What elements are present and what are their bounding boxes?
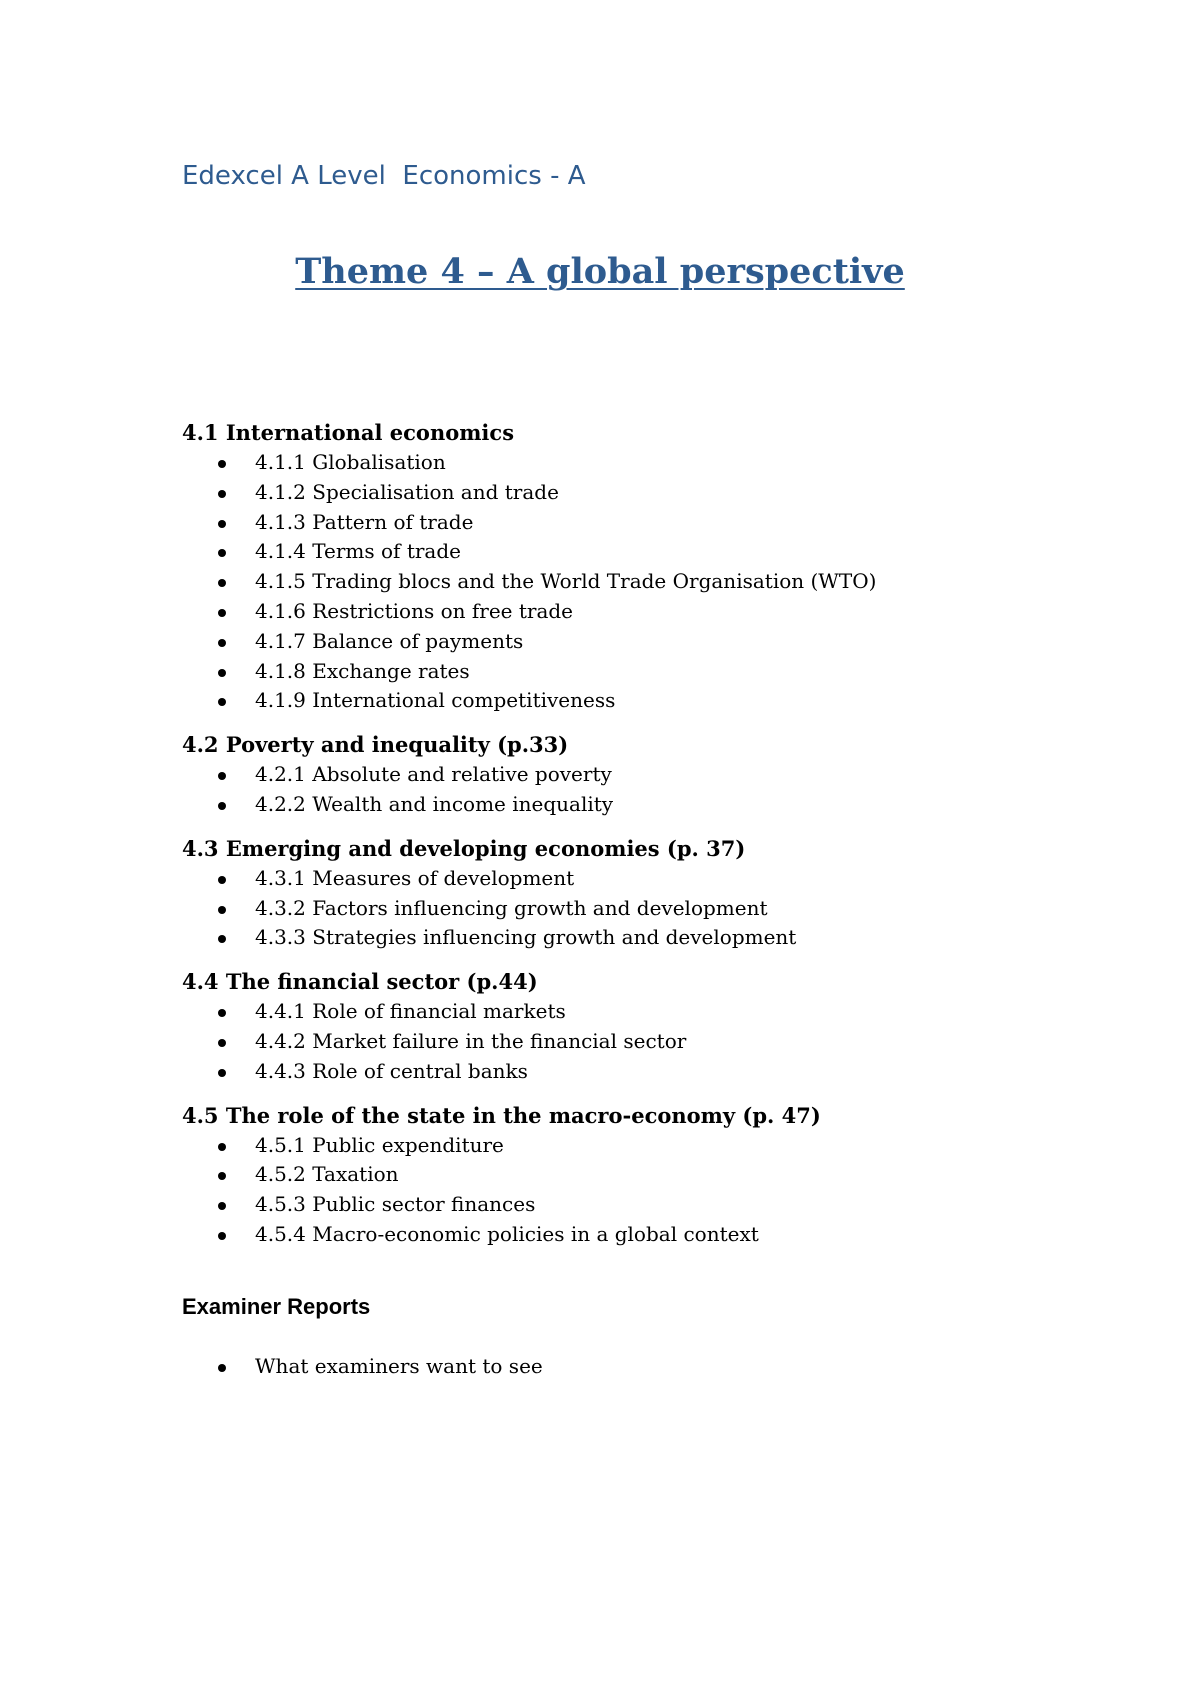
bullet-icon — [218, 906, 226, 914]
topic-item — [182, 1027, 1082, 1057]
section-4-1 — [182, 418, 1082, 716]
section-4-3 — [182, 834, 1082, 953]
section-heading: 4.2 Poverty and inequality (p.33) — [182, 732, 569, 758]
bullet-icon — [218, 1039, 226, 1047]
bullet-icon — [218, 698, 226, 706]
topic-list — [182, 760, 1082, 820]
bullet-icon — [218, 802, 226, 810]
topic-item — [182, 894, 1082, 924]
document-title: Theme 4 – A global perspective — [295, 251, 905, 292]
topic-item — [182, 1190, 1082, 1220]
bullet-icon — [218, 579, 226, 587]
bullet-icon — [218, 1009, 226, 1017]
topic-label: 4.3.2 Factors influencing growth and development — [255, 895, 768, 920]
topic-list — [182, 1131, 1082, 1250]
topic-item — [182, 1220, 1082, 1250]
bullet-icon — [218, 669, 226, 677]
section-heading: 4.3 Emerging and developing economies (p. 37) — [182, 835, 746, 861]
examiner-item — [182, 1352, 1082, 1382]
topic-label: 4.1.9 International competitiveness — [255, 688, 616, 713]
bullet-icon — [218, 460, 226, 468]
topic-label: 4.1.2 Specialisation and trade — [255, 479, 559, 504]
examiner-heading: Examiner Reports — [182, 1294, 371, 1319]
bullet-icon — [218, 876, 226, 884]
topic-label: 4.4.1 Role of financial markets — [255, 999, 566, 1024]
bullet-icon — [218, 935, 226, 943]
bullet-icon — [218, 520, 226, 528]
topic-item — [182, 508, 1082, 538]
topic-label: 4.5.1 Public expenditure — [255, 1132, 504, 1157]
bullet-icon — [218, 1172, 226, 1180]
topic-item — [182, 1160, 1082, 1190]
topic-label: 4.3.3 Strategies influencing growth and development — [255, 925, 797, 950]
topic-item — [182, 657, 1082, 687]
section-heading: 4.1 International economics — [182, 420, 515, 445]
topic-label: 4.1.3 Pattern of trade — [255, 509, 474, 534]
topic-label: 4.2.2 Wealth and income inequality — [255, 791, 614, 816]
section-4-2 — [182, 730, 1082, 820]
topic-item — [182, 923, 1082, 953]
bullet-icon — [218, 490, 226, 498]
bullet-icon — [218, 609, 226, 617]
topic-item — [182, 1057, 1082, 1087]
contents-list — [182, 418, 1082, 1264]
topic-list — [182, 997, 1082, 1086]
bullet-icon — [218, 1232, 226, 1240]
bullet-icon — [218, 1202, 226, 1210]
section-heading: 4.5 The role of the state in the macro-economy (p. 47) — [182, 1102, 821, 1128]
topic-item — [182, 790, 1082, 820]
topic-label: 4.1.5 Trading blocs and the World Trade Organisation (WTO) — [255, 569, 877, 594]
topic-item — [182, 448, 1082, 478]
topic-item — [182, 478, 1082, 508]
topic-label: 4.1.1 Globalisation — [255, 450, 446, 474]
topic-label: 4.5.4 Macro-economic policies in a global context — [255, 1221, 759, 1246]
bullet-icon — [218, 772, 226, 780]
topic-item — [182, 864, 1082, 894]
document-subtitle: Edexcel A Level Economics - A — [182, 161, 586, 191]
section-heading: 4.4 The financial sector (p.44) — [182, 969, 538, 995]
topic-item — [182, 597, 1082, 627]
topic-item — [182, 997, 1082, 1027]
topic-label: 4.1.6 Restrictions on free trade — [255, 598, 574, 623]
bullet-icon — [218, 639, 226, 647]
examiner-list — [182, 1352, 1082, 1382]
topic-label: 4.1.8 Exchange rates — [255, 658, 470, 683]
topic-item — [182, 627, 1082, 657]
section-4-5 — [182, 1101, 1082, 1250]
topic-item — [182, 567, 1082, 597]
topic-item — [182, 686, 1082, 716]
topic-label: 4.5.3 Public sector finances — [255, 1192, 536, 1217]
bullet-icon — [218, 549, 226, 557]
topic-label: 4.5.2 Taxation — [255, 1162, 399, 1187]
topic-item — [182, 1131, 1082, 1161]
bullet-icon — [218, 1143, 226, 1151]
topic-list — [182, 448, 1082, 716]
topic-label: 4.1.7 Balance of payments — [255, 628, 524, 653]
topic-label: 4.4.2 Market failure in the financial sector — [255, 1028, 687, 1053]
topic-label: 4.3.1 Measures of development — [255, 865, 575, 890]
examiner-label: What examiners want to see — [255, 1354, 543, 1378]
bullet-icon — [218, 1069, 226, 1077]
topic-label: 4.1.4 Terms of trade — [255, 539, 461, 564]
topic-label: 4.2.1 Absolute and relative poverty — [255, 762, 612, 787]
topic-item — [182, 760, 1082, 790]
examiner-reports — [182, 1292, 1082, 1382]
topic-item — [182, 537, 1082, 567]
topic-list — [182, 864, 1082, 953]
bullet-icon — [218, 1364, 226, 1372]
topic-label: 4.4.3 Role of central banks — [255, 1058, 528, 1083]
section-4-4 — [182, 967, 1082, 1086]
